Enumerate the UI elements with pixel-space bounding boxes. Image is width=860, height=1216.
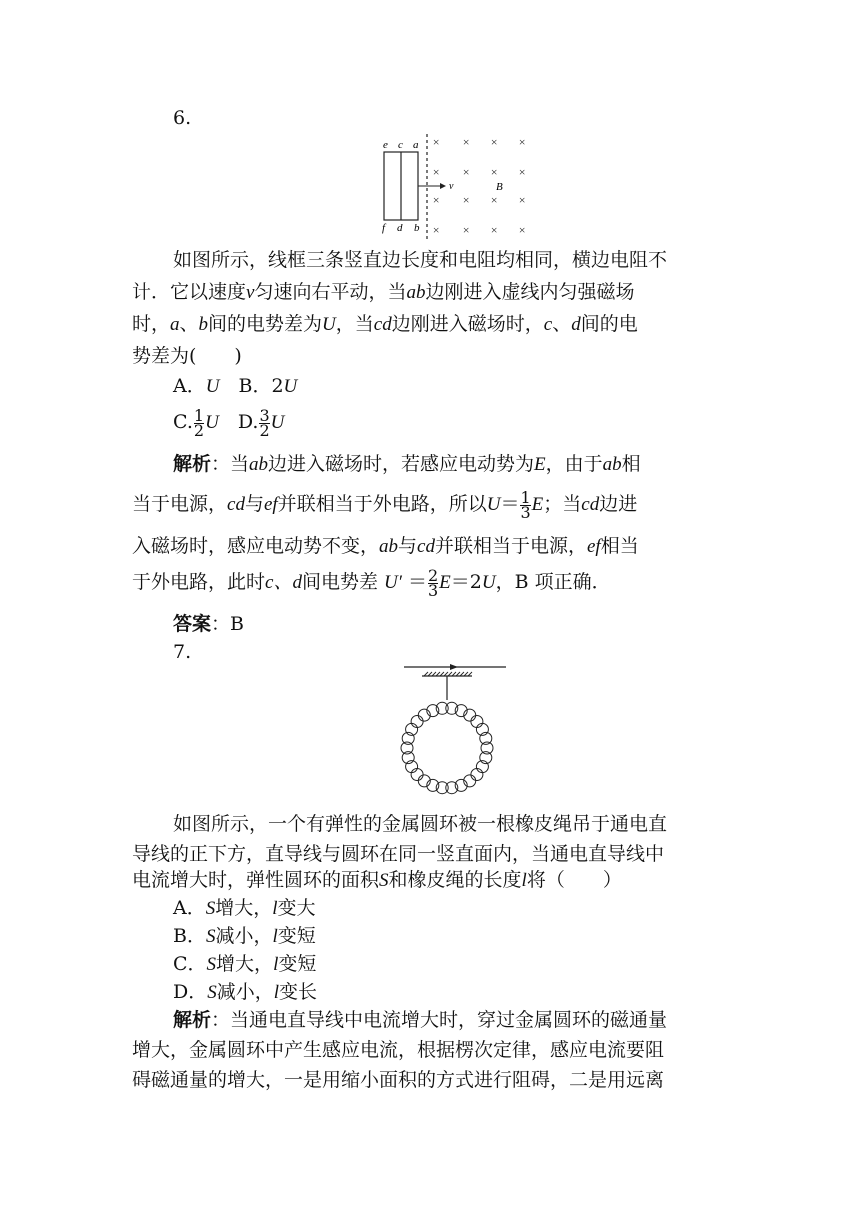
label-a: a	[413, 139, 419, 151]
q7-stem-line1: 如图所示，一个有弹性的金属圆环被一根橡皮绳吊于通电直	[173, 813, 668, 835]
ring-coil-loop	[471, 716, 483, 728]
field-x-mark: ×	[462, 135, 471, 149]
q7-option-c: C．S增大，l变短	[173, 953, 317, 975]
field-x-mark: ×	[518, 223, 527, 237]
label-d: d	[397, 222, 403, 234]
q6-stem-line1: 如图所示，线框三条竖直边长度和电阻均相同，横边电阻不	[173, 249, 668, 271]
q7-option-b: B．S减小，l变短	[173, 925, 316, 947]
field-x-mark: ×	[432, 165, 441, 179]
field-x-mark: ×	[518, 135, 527, 149]
q7-option-a: A．S增大，l变大	[173, 897, 316, 919]
field-x-mark: ×	[518, 193, 527, 207]
q6-options-cd: C. $\frac{1}{2}$ U D. $\frac{3}{2}$ U	[173, 405, 285, 440]
ring-coil-loop	[411, 769, 423, 781]
field-x-mark: ×	[462, 165, 471, 179]
label-v: v	[449, 181, 454, 192]
q6-stem-line3: 时，a、b间的电势差为U，当cd边刚进入磁场时，c、d间的电	[132, 313, 638, 335]
q7-option-d: D．S减小，l变长	[173, 981, 318, 1003]
q7-stem-line3: 电流增大时，弹性圆环的面积S和橡皮绳的长度l将（ ）	[132, 869, 622, 891]
q6-options-ab: A．U B．2U	[173, 375, 298, 397]
q6-answer: 答案：B	[173, 613, 244, 635]
q7-stem-line2: 导线的正下方，直导线与圆环在同一竖直面内，当通电直导线中	[132, 843, 665, 865]
field-x-mark: ×	[432, 193, 441, 207]
field-x-mark: ×	[490, 165, 499, 179]
label-b: b	[414, 222, 420, 234]
question-7-number: 7.	[173, 641, 192, 663]
q6-analysis-line3: 入磁场时，感应电动势不变，ab与cd并联相当于电源，ef相当	[132, 535, 639, 557]
magnetic-field-marks	[432, 135, 526, 237]
q6-analysis-line2: 当于电源，cd与ef并联相当于外电路，所以U＝ $\frac{1}{3}$ E；当cd边进	[132, 487, 638, 522]
q7-figure	[388, 660, 508, 800]
ring-coil-loop	[471, 769, 483, 781]
label-f: f	[382, 222, 386, 234]
field-x-mark: ×	[518, 165, 527, 179]
label-e: e	[383, 139, 388, 151]
current-direction-arrowhead	[450, 664, 458, 670]
field-x-mark: ×	[432, 135, 441, 149]
ring-coil-loop	[411, 716, 423, 728]
field-x-mark: ×	[462, 223, 471, 237]
label-B: B	[496, 181, 503, 193]
field-x-mark: ×	[462, 193, 471, 207]
q6-analysis-line4: 于外电路，此时c、d间电势差 U′ ＝ $\frac{2}{3}$ E＝2U，B 项正确．	[132, 565, 611, 600]
q7-analysis-line3: 碍磁通量的增大，一是用缩小面积的方式进行阻碍，二是用远离	[132, 1069, 665, 1091]
field-x-mark: ×	[432, 223, 441, 237]
q6-stem-line4: 势差为( )	[132, 345, 242, 367]
q6-analysis-line1: 解析：当ab边进入磁场时，若感应电动势为E，由于ab相	[173, 453, 641, 475]
q7-analysis-line2: 增大，金属圆环中产生感应电流，根据楞次定律，感应电流要阻	[132, 1039, 665, 1061]
field-x-mark: ×	[490, 135, 499, 149]
label-c: c	[398, 139, 403, 151]
q6-figure	[372, 132, 552, 242]
velocity-arrowhead	[440, 183, 446, 189]
question-6-number: 6.	[173, 107, 192, 129]
field-x-mark: ×	[490, 223, 499, 237]
elastic-metal-ring	[401, 702, 493, 793]
q6-stem-line2: 计．它以速度v匀速向右平动，当ab边刚进入虚线内匀强磁场	[132, 281, 635, 303]
field-x-mark: ×	[490, 193, 499, 207]
q7-analysis-line1: 解析：当通电直导线中电流增大时，穿过金属圆环的磁通量	[173, 1009, 668, 1031]
